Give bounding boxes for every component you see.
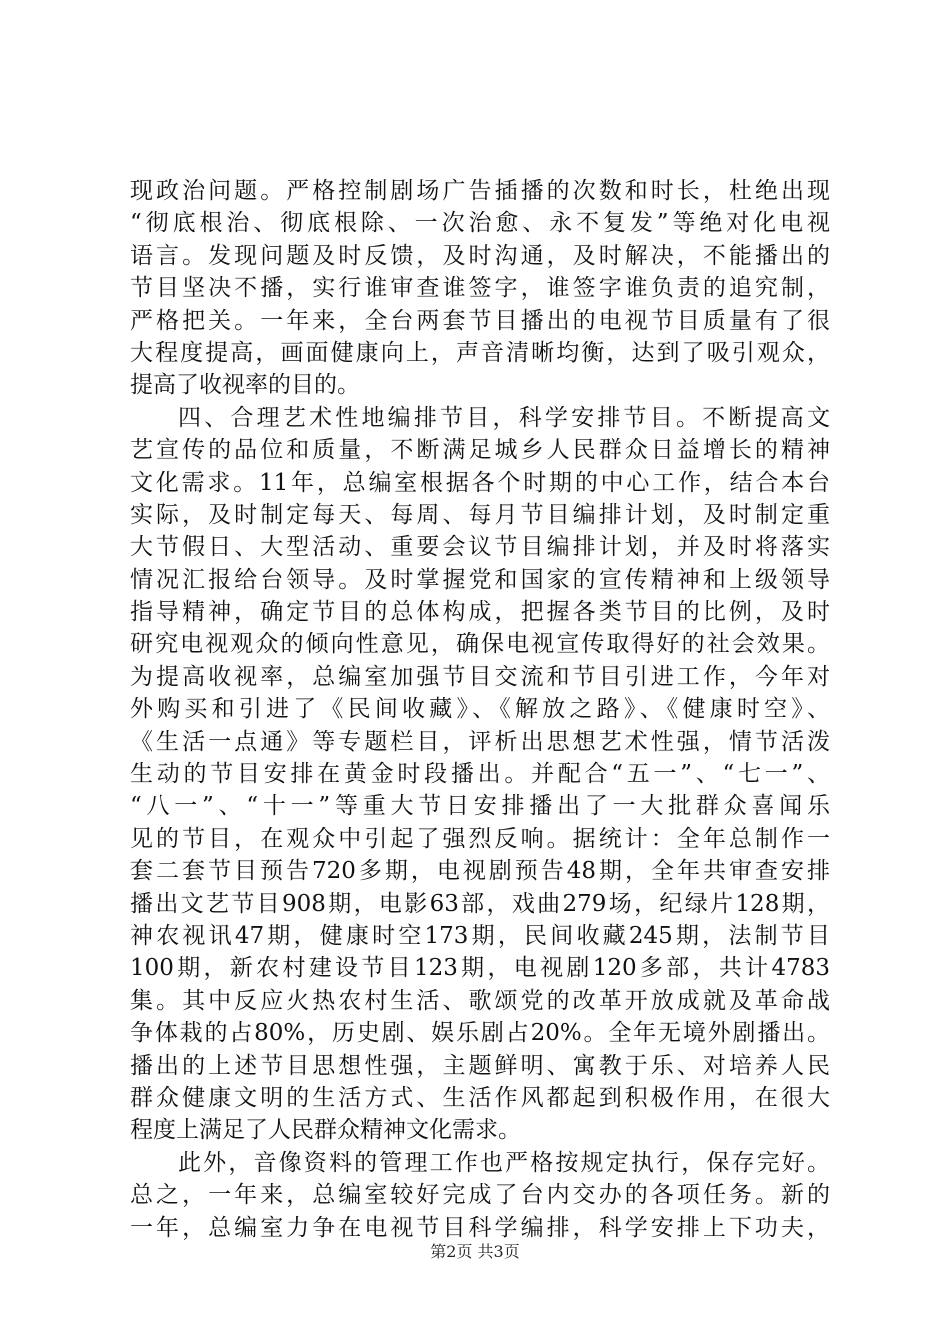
text-line: 集。其中反应火热农村生活、歌颂党的改革开放成就及革命战 — [130, 987, 830, 1014]
text-line: 生动的节目安排在黄金时段播出。并配合“五一”、“七一”、 — [130, 761, 830, 788]
text-line: 实际，及时制定每天、每周、每月节目编排计划，及时制定重 — [130, 501, 830, 528]
text-line: 外购买和引进了《民间收藏》、《解放之路》、《健康时空》、 — [130, 696, 830, 723]
text-line: 《生活一点通》等专题栏目，评析出思想艺术性强，情节活泼 — [130, 728, 830, 755]
text-line: 艺宣传的品位和质量，不断满足城乡人民群众日益增长的精神 — [130, 437, 830, 464]
text-line: 严格把关。一年来，全台两套节目播出的电视节目质量有了很 — [130, 307, 830, 334]
text-line: 大程度提高，画面健康向上，声音清晰均衡，达到了吸引观众， — [130, 339, 830, 366]
text-line: 见的节目，在观众中引起了强烈反响。据统计：全年总制作一 — [130, 825, 830, 852]
text-line: 神农视讯47期，健康时空173期，民间收藏245期，法制节目 — [130, 922, 830, 949]
text-line: “彻底根治、彻底根除、一次治愈、永不复发”等绝对化电视 — [130, 210, 830, 237]
text-line: 大节假日、大型活动、重要会议节目编排计划，并及时将落实 — [130, 534, 830, 561]
text-line: 套二套节目预告720多期，电视剧预告48期，全年共审查安排 — [130, 858, 830, 885]
page-number: 第2页 共3页 — [430, 1242, 520, 1261]
text-line: 播出文艺节目908期，电影63部，戏曲279场，纪绿片128期， — [130, 890, 830, 917]
text-line: 研究电视观众的倾向性意见，确保电视宣传取得好的社会效果。 — [130, 631, 830, 658]
text-line: 播出的上述节目思想性强，主题鲜明、寓教于乐、对培养人民 — [130, 1052, 830, 1079]
document-body — [130, 175, 830, 1244]
text-line: 为提高收视率，总编室加强节目交流和节目引进工作，今年对 — [130, 663, 830, 690]
text-line: 语言。发现问题及时反馈，及时沟通，及时解决，不能播出的 — [130, 242, 830, 269]
text-line: 节目坚决不播，实行谁审查谁签字，谁签字谁负责的追究制， — [130, 275, 830, 302]
page-footer — [0, 1240, 950, 1264]
text-line: 情况汇报给台领导。及时掌握党和国家的宣传精神和上级领导 — [130, 566, 830, 593]
text-line: 争体栽的占80%，历史剧、娱乐剧占20%。全年无境外剧播出。 — [130, 1020, 830, 1047]
text-line: 总之，一年来，总编室较好完成了台内交办的各项任务。新的 — [130, 1182, 830, 1209]
section-heading-line: 四、合理艺术性地编排节目，科学安排节目。不断提高文 — [178, 404, 830, 431]
text-line: “八一”、“十一”等重大节日安排播出了一大批群众喜闻乐 — [130, 793, 830, 820]
text-line: 指导精神，确定节目的总体构成，把握各类节目的比例，及时 — [130, 599, 830, 626]
text-line: 一年，总编室力争在电视节目科学编排，科学安排上下功夫， — [130, 1214, 830, 1241]
text-line: 提高了收视率的目的。 — [130, 372, 360, 399]
text-line: 群众健康文明的生活方式、生活作风都起到积极作用，在很大 — [130, 1084, 830, 1111]
text-line: 程度上满足了人民群众精神文化需求。 — [130, 1117, 521, 1144]
text-line: 现政治问题。严格控制剧场广告插播的次数和时长，杜绝出现 — [130, 178, 830, 204]
paragraph-start-line: 此外，音像资料的管理工作也严格按规定执行，保存完好。 — [178, 1149, 830, 1176]
text-line: 100期，新农村建设节目123期，电视剧120多部，共计4783 — [130, 955, 830, 982]
text-line: 文化需求。11年，总编室根据各个时期的中心工作，结合本台 — [130, 469, 830, 496]
